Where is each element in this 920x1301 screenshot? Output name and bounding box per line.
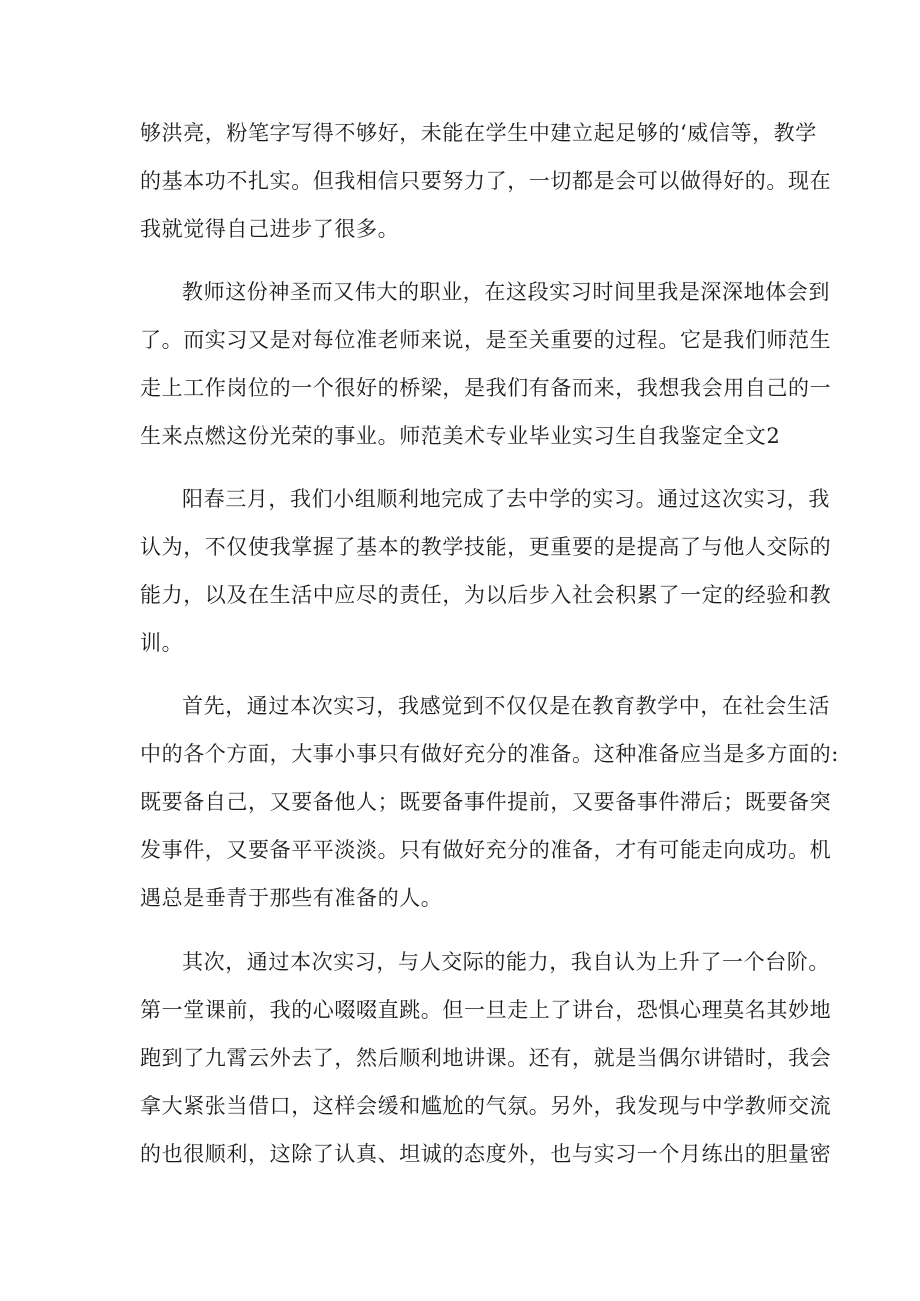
text-line: 走上工作岗位的一个很好的桥梁，是我们有备而来，我想我会用自己的一 xyxy=(140,376,832,400)
text-line: 阳春三月，我们小组顺利地完成了去中学的实习。通过这次实习，我 xyxy=(182,487,830,511)
text-line: 既要备自己，又要备他人；既要备事件提前，又要备事件滞后；既要备突 xyxy=(140,790,832,814)
text-line: 认为，不仅使我掌握了基本的教学技能，更重要的是提高了与他人交际的 xyxy=(140,535,832,559)
text-line: 第一堂课前，我的心啜啜直跳。但一旦走上了讲台，恐惧心理莫名其妙地 xyxy=(140,998,832,1022)
text-line: 我就觉得自己进步了很多。 xyxy=(140,217,400,241)
text-line: 中的各个方面，大事小事只有做好充分的准备。这种准备应当是多方面的: xyxy=(140,742,839,766)
text-line: 生来点燃这份光荣的事业。师范美术专业毕业实习生自我鉴定全文2 xyxy=(140,424,781,448)
text-line: 能力，以及在生活中应尽的责任，为以后步入社会积累了一定的经验和教 xyxy=(140,583,832,607)
text-line: 训。 xyxy=(140,631,184,655)
text-line: 遇总是垂青于那些有准备的人。 xyxy=(140,886,443,910)
text-line: 够洪亮，粉笔字写得不够好，未能在学生中建立起足够的‘威信等，教学 xyxy=(140,121,817,145)
text-line: 其次，通过本次实习，与人交际的能力，我自认为上升了一个台阶。 xyxy=(182,950,830,974)
text-line: 教师这份神圣而又伟大的职业，在这段实习时间里我是深深地体会到 xyxy=(182,280,830,304)
text-line: 了。而实习又是对每位准老师来说，是至关重要的过程。它是我们师范生 xyxy=(140,328,832,352)
text-line: 跑到了九霄云外去了，然后顺利地讲课。还有，就是当偶尔讲错时，我会 xyxy=(140,1046,832,1070)
text-line: 的基本功不扎实。但我相信只要努力了，一切都是会可以做得好的。现在 xyxy=(140,169,832,193)
text-line: 发事件，又要备平平淡淡。只有做好充分的准备，才有可能走向成功。机 xyxy=(140,838,832,862)
text-line: 的也很顺利，这除了认真、坦诚的态度外，也与实习一个月练出的胆量密 xyxy=(140,1142,832,1166)
text-line: 拿大紧张当借口，这样会缓和尴尬的气氛。另外，我发现与中学教师交流 xyxy=(140,1094,832,1118)
text-line: 首先，通过本次实习，我感觉到不仅仅是在教育教学中，在社会生活 xyxy=(182,694,830,718)
